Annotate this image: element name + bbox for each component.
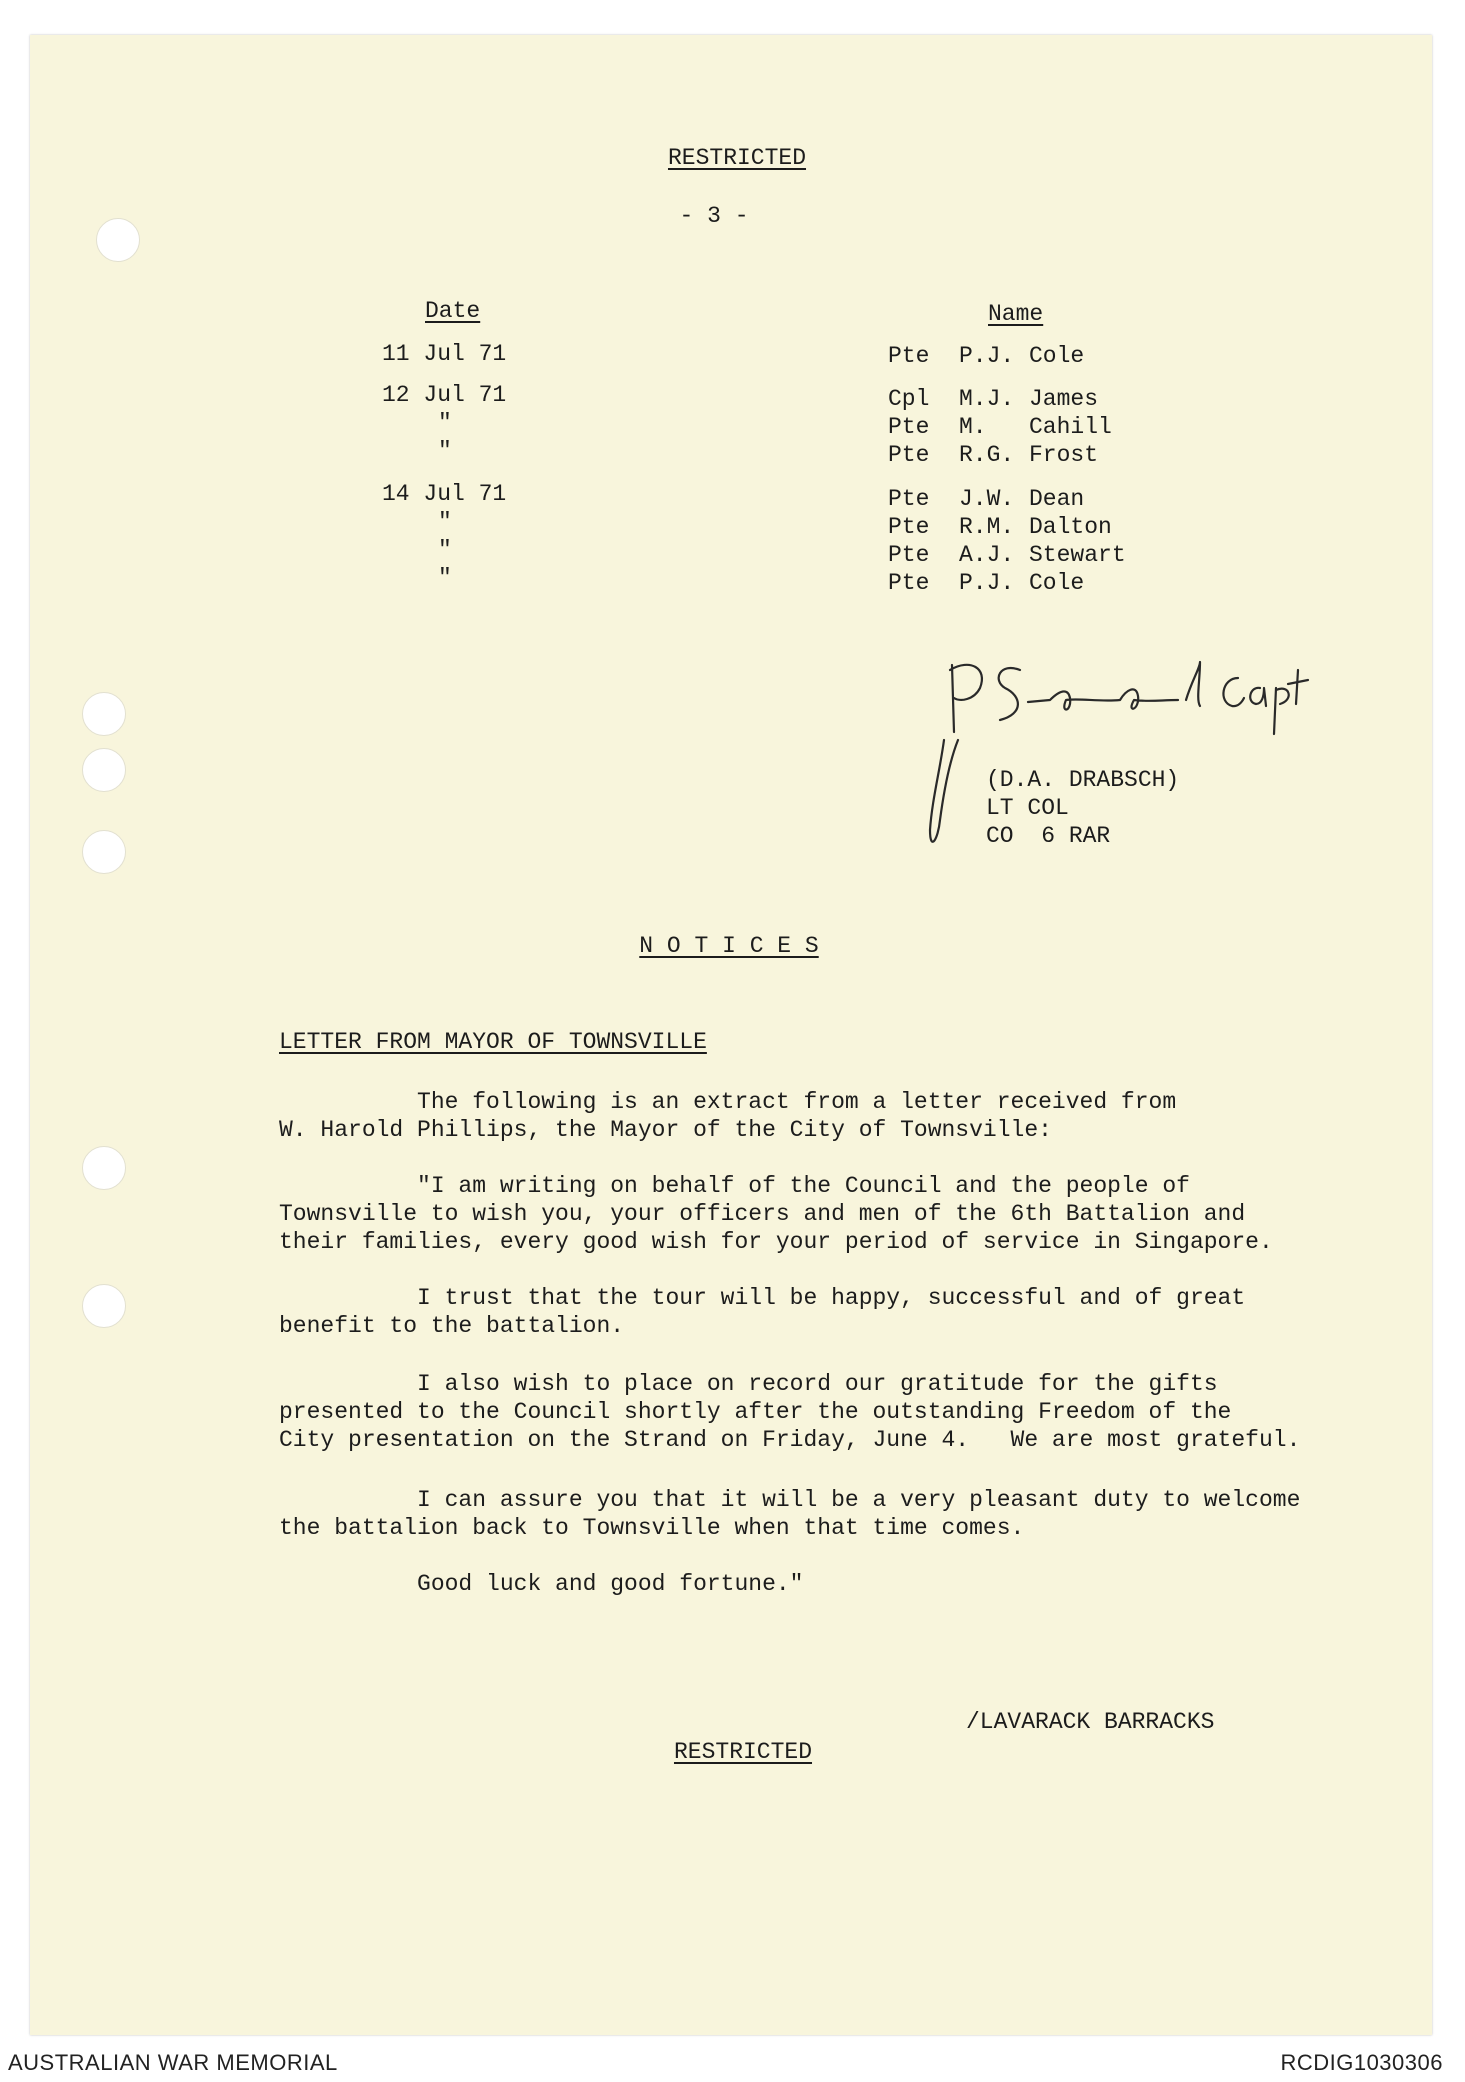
notices-heading: N O T I C E S [639, 933, 819, 959]
paragraph: "I am writing on behalf of the Council and the people of Townsville to wish you, your officers and men of the 6th Battalion and their families, every good wish for your period of service in Singapore. [279, 1173, 1273, 1255]
list-rank: Pte [888, 514, 930, 540]
page-number: - 3 - [679, 203, 749, 229]
list-initials: A.J. [959, 542, 1015, 568]
list-rank: Pte [888, 486, 930, 512]
list-rank: Pte [888, 442, 930, 468]
list-date: 14 Jul 71 [382, 481, 507, 507]
list-surname: Cahill [1029, 414, 1112, 440]
signatory-name: (D.A. DRABSCH) [986, 767, 1180, 793]
list-initials: R.G. [959, 442, 1015, 468]
list-surname: Frost [1029, 442, 1099, 468]
list-rank: Pte [888, 414, 930, 440]
punch-hole [82, 1146, 126, 1190]
signatory-rank: LT COL [986, 795, 1069, 821]
punch-hole [82, 748, 126, 792]
list-initials: P.J. [959, 343, 1015, 369]
list-initials: P.J. [959, 570, 1015, 596]
classification-footer: RESTRICTED [673, 1739, 813, 1765]
list-initials: M. [959, 414, 987, 440]
punch-hole [82, 1284, 126, 1328]
punch-hole [82, 692, 126, 736]
punch-hole [96, 218, 140, 262]
date-column-header: Date [425, 298, 481, 324]
signatory-unit: CO 6 RAR [986, 823, 1111, 849]
list-date-ditto: " [438, 438, 452, 464]
handwritten-signature [900, 640, 1380, 870]
punch-hole [82, 830, 126, 874]
document-page [30, 35, 1432, 2035]
paragraph: I trust that the tour will be happy, successful and of great benefit to the battalion. [279, 1285, 1246, 1339]
name-column-header: Name [988, 301, 1044, 327]
paragraph: Good luck and good fortune." [279, 1571, 804, 1597]
list-date-ditto: " [438, 565, 452, 591]
list-rank: Pte [888, 343, 930, 369]
list-initials: M.J. [959, 386, 1015, 412]
paragraph: I also wish to place on record our gratitude for the gifts presented to the Council shortly after the outstanding Freedom of the City presentation on the Strand on Friday, June 4. We are most grateful. [279, 1371, 1301, 1453]
list-surname: James [1029, 386, 1099, 412]
list-surname: Cole [1029, 570, 1085, 596]
list-rank: Cpl [888, 386, 930, 412]
archive-reference: RCDIG1030306 [1280, 2050, 1443, 2075]
list-initials: J.W. [959, 486, 1015, 512]
list-date: 11 Jul 71 [382, 341, 507, 367]
continuation-note: /LAVARACK BARRACKS [966, 1709, 1215, 1735]
classification-header: RESTRICTED [667, 145, 807, 171]
paragraph: The following is an extract from a letter received from W. Harold Phillips, the Mayor of the City of Townsville: [279, 1089, 1177, 1143]
paragraph: I can assure you that it will be a very pleasant duty to welcome the battalion back to Townsville when that time comes. [279, 1487, 1301, 1541]
list-surname: Cole [1029, 343, 1085, 369]
list-surname: Dean [1029, 486, 1085, 512]
list-date: 12 Jul 71 [382, 382, 507, 408]
list-date-ditto: " [438, 410, 452, 436]
list-rank: Pte [888, 542, 930, 568]
list-rank: Pte [888, 570, 930, 596]
list-initials: R.M. [959, 514, 1015, 540]
list-date-ditto: " [438, 509, 452, 535]
list-surname: Stewart [1029, 542, 1126, 568]
archive-institution: AUSTRALIAN WAR MEMORIAL [8, 2050, 338, 2075]
list-date-ditto: " [438, 537, 452, 563]
list-surname: Dalton [1029, 514, 1112, 540]
notice-subheading: LETTER FROM MAYOR OF TOWNSVILLE [279, 1029, 707, 1055]
